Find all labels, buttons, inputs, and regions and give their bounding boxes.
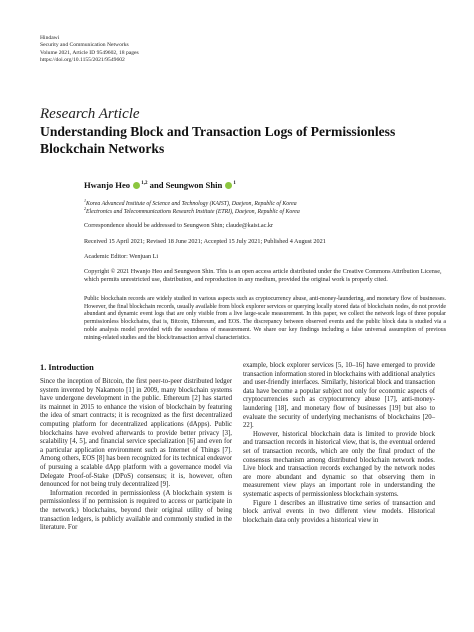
publisher-name: Hindawi	[40, 35, 60, 41]
publication-dates: Received 15 April 2021; Revised 18 June 2021; Accepted 15 July 2021; Published 4 August 2021	[84, 238, 326, 245]
orcid-icon[interactable]	[133, 182, 140, 189]
paragraph: Figure 1 describes an illustrative time series of transaction and block arrival events in two different view models. Historical blockchain data only provides a historical view in	[243, 499, 435, 524]
paper-title: Understanding Block and Transaction Logs of Permissionless Blockchain Networks	[40, 124, 396, 156]
copyright-notice: Copyright © 2021 Hwanjo Heo and Seungwon Shin. This is an open access article distributed under the Creative Commons Attribution License, which permits unrestricted use, distribution, and reproduction in any medium, provided the original work is properly cited.	[84, 268, 442, 283]
orcid-icon[interactable]	[225, 182, 232, 189]
affiliation-text: Electronics and Telecommunications Research Institute (ETRI), Daejeon, Republic of Korea	[86, 208, 300, 215]
author-list	[84, 180, 236, 190]
volume-info: Volume 2021, Article ID 9549602, 18 pages	[40, 49, 139, 56]
author-conjunction: and	[149, 180, 166, 190]
paragraph: Information recorded in permissionless (A blockchain system is permissionless if no permission is required to access or participate in the network.) blockchains, beyond their original utility of being transaction ledgers, is publicly available and commonly studied in the literature. For	[40, 489, 232, 532]
section-title: 1. Introduction	[40, 363, 94, 372]
right-column	[243, 362, 435, 525]
abstract: Public blockchain records are widely studied in various aspects such as cryptocurrency abuse, anti-money-laundering, and monetary flow of businesses. However, the final blockchain records, usually available from block explorer services or querying locally stored data of blockchain nodes, do not provide abundant and dynamic event logs that are only visible from a live large-scale measurement. In this paper, we collect the network logs of three popular permissionless blockchains, that is, Bitcoin, Ethereum, and EOS. The discrepancy between observed events and the public block data is studied via a noble analysis model provided with the soundness of measurement. We share our key findings including a false universal assumption of previous mining-related studies and the block/transaction arrival characteristics.	[84, 296, 446, 341]
left-column	[40, 378, 232, 533]
correspondence: Correspondence should be addressed to Seungwon Shin; claude@kaist.ac.kr	[84, 222, 274, 229]
academic-editor: Academic Editor: Wenjuan Li	[84, 253, 159, 260]
author-name: Hwanjo Heo	[84, 180, 131, 190]
paragraph: example, block explorer services [5, 10–16] have emerged to provide transaction information stored in blockchains with additional analytics and user-friendly interfaces. Similarly, historical block and transaction data have become a popular subject not only for economic aspects of cryptocurrencies such as cryptocurrency abuse [17], anti-money-laundering [18], and monetary flow of businesses [19] but also to evaluate the security of underlying mechanisms of blockchains [20–22].	[243, 362, 435, 430]
affiliation	[84, 205, 444, 217]
author-affil-ref: 1,2	[141, 181, 148, 187]
affiliation-number: 2	[84, 206, 86, 211]
affiliation-text: Korea Advanced Institute of Science and Technology (KAIST), Daejeon, Republic of Korea	[86, 200, 297, 207]
journal-header	[40, 35, 139, 65]
paragraph: However, historical blockchain data is limited to provide block and transaction records in historical view, that is, the eventual ordered set of transaction records, which are only the final product of the consensus mechanism among distributed blockchain network nodes. Live block and transaction records exchanged by the network nodes are more abundant and dynamic so that observing them in measurement view plays an important role in understanding the systematic aspects of permissionless blockchain systems.	[243, 430, 435, 498]
article-type: Research Article	[40, 106, 140, 122]
doi-link[interactable]: https://doi.org/10.1155/2021/9549602	[40, 57, 125, 64]
author-name: Seungwon Shin	[165, 180, 223, 190]
affiliation-number: 1	[84, 198, 86, 203]
journal-name: Security and Communication Networks	[40, 42, 129, 49]
paragraph: Since the inception of Bitcoin, the first peer-to-peer distributed ledger system invented by Nakamoto [1] in 2009, many blockchain systems have undergone development in the public. Ethereum [2] has started its mainnet in 2015 to enhance the vision of blockchain by featuring the idea of smart contracts; it is recognized as the first decentralized computing platform for decentralized applications (dApps). Public blockchains have evolved afterwards to provide better privacy [3], scalability [4, 5], and financial service specialization [6] and even for a particular application environment such as Internet of Things [7]. Among others, EOS [8] has been recognized for its technical endeavor of pursuing a scalable dApp platform with a governance model via Delegate Proof-of-Stake (DPoS) consensus; it is, however, often denounced for not being truly decentralized [9].	[40, 378, 232, 489]
author-affil-ref: 1	[233, 181, 236, 187]
